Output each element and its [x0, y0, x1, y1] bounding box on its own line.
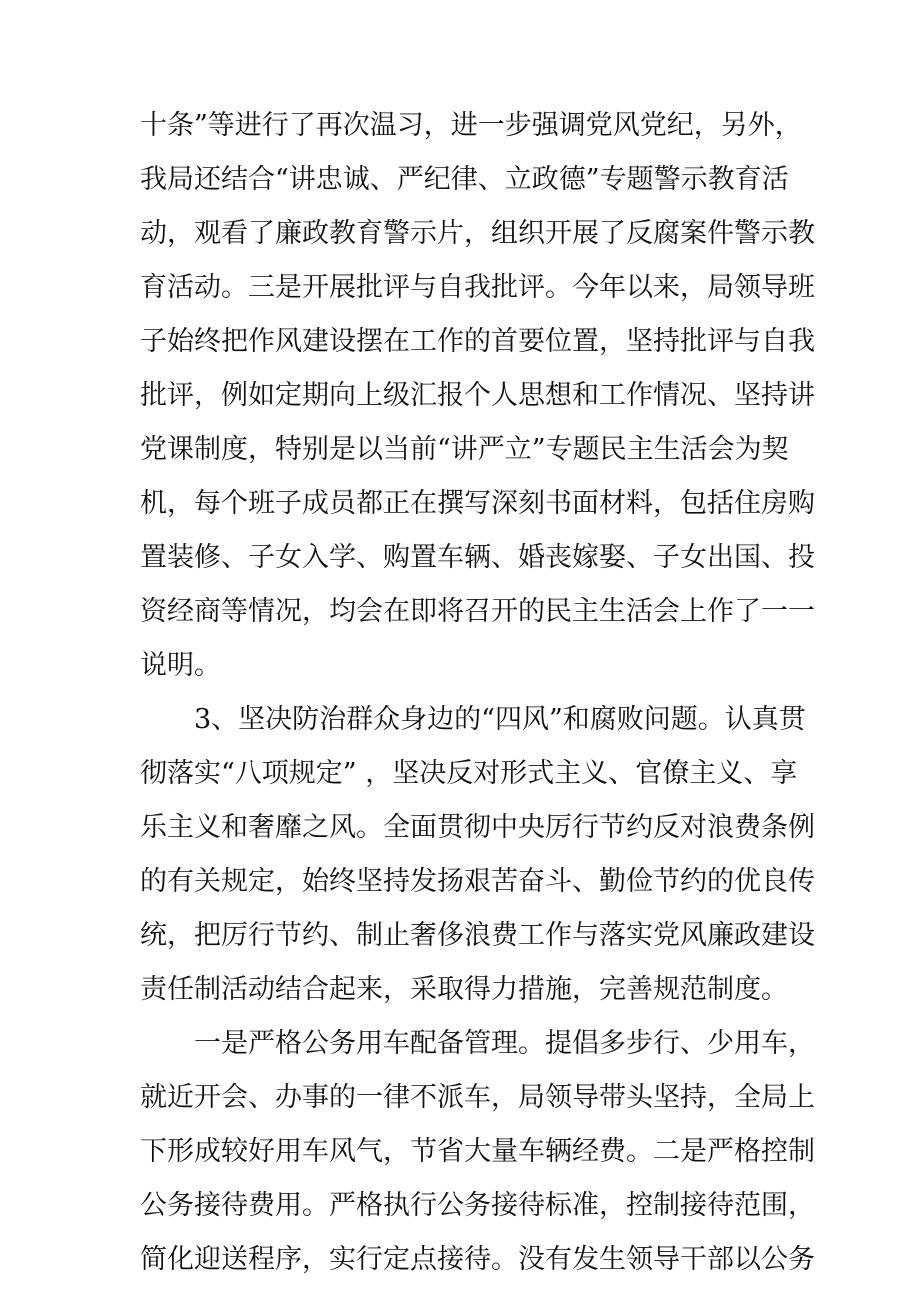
paragraph-1-line-7: 党课制度，特别是以当前“讲严立”专题民主生活会为契: [140, 434, 789, 465]
paragraph-2-line-6: 责任制活动结合起来，采取得力措施，完善规范制度。: [140, 974, 788, 1005]
paragraph-3-line-4: 公务接待费用。严格执行公务接待标准，控制接待范围，: [140, 1190, 815, 1221]
paragraph-2-line-4: 的有关规定，始终坚持发扬艰苦奋斗、勤俭节约的优良传: [140, 866, 815, 897]
paragraph-3-line-2: 就近开会、办事的一律不派车，局领导带头坚持，全局上: [140, 1082, 815, 1113]
paragraph-1-line-11: 说明。: [140, 650, 221, 681]
paragraph-2-line-1: 3、坚决防治群众身边的“四风”和腐败问题。认真贯: [194, 704, 806, 735]
paragraph-2-line-2: 彻落实“八项规定” ，坚决反对形式主义、官僚主义、享: [140, 758, 798, 789]
paragraph-3-line-3: 下形成较好用车风气，节省大量车辆经费。二是严格控制: [140, 1136, 815, 1167]
paragraph-1-line-8: 机，每个班子成员都正在撰写深刻书面材料，包括住房购: [140, 488, 815, 519]
paragraph-1-line-2: 我局还结合“讲忠诚、严纪律、立政德”专题警示教育活: [140, 164, 789, 195]
paragraph-3-line-1: 一是严格公务用车配备管理。提倡多步行、少用车，: [194, 1028, 815, 1059]
paragraph-1-line-5: 子始终把作风建设摆在工作的首要位置，坚持批评与自我: [140, 326, 815, 357]
paragraph-1-line-1: 十条”等进行了再次温习，进一步强调党风党纪，另外，: [140, 110, 802, 141]
paragraph-1-line-10: 资经商等情况，均会在即将召开的民主生活会上作了一一: [140, 596, 815, 627]
paragraph-3-line-5: 简化迎送程序，实行定点接待。没有发生领导干部以公务: [140, 1244, 815, 1275]
paragraph-1-line-4: 育活动。三是开展批评与自我批评。今年以来，局领导班: [140, 272, 815, 303]
paragraph-1-line-6: 批评，例如定期向上级汇报个人思想和工作情况、坚持讲: [140, 380, 815, 411]
paragraph-2-line-5: 统，把厉行节约、制止奢侈浪费工作与落实党风廉政建设: [140, 920, 815, 951]
paragraph-1-line-3: 动，观看了廉政教育警示片，组织开展了反腐案件警示教: [140, 218, 815, 249]
paragraph-2-line-3: 乐主义和奢靡之风。全面贯彻中央厉行节约反对浪费条例: [140, 812, 815, 843]
paragraph-1-line-9: 置装修、子女入学、购置车辆、婚丧嫁娶、子女出国、投: [140, 542, 815, 573]
